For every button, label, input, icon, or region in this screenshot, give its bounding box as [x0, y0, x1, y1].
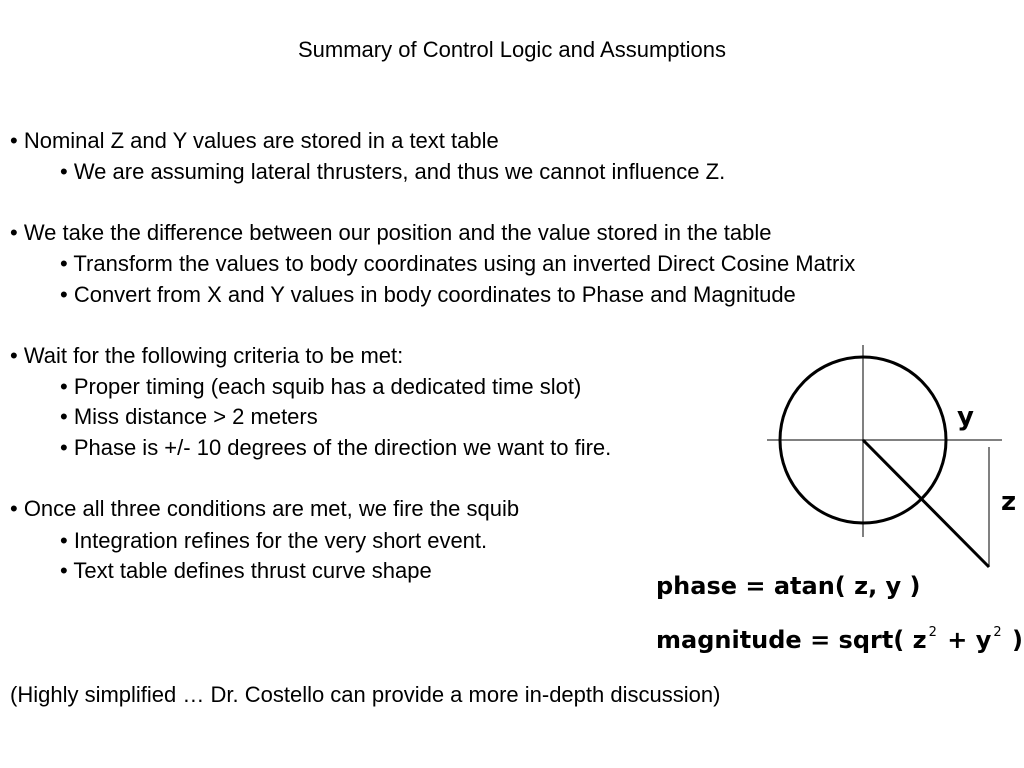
z-axis-label: z	[1001, 487, 1017, 517]
bullet-3-1: • Proper timing (each squib has a dedicated time slot)	[60, 374, 582, 399]
bullet-3: • Wait for the following criteria to be met:	[10, 343, 404, 368]
bullet-2-1: • Transform the values to body coordinates using an inverted Direct Cosine Matrix	[60, 251, 856, 276]
bullet-4-1: • Integration refines for the very short event.	[60, 528, 488, 553]
magnitude-prefix: magnitude = sqrt( z	[656, 626, 927, 654]
slide-title: Summary of Control Logic and Assumptions	[298, 37, 726, 62]
magnitude-middle: + y	[938, 626, 992, 654]
bullet-1-1: • We are assuming lateral thrusters, and thus we cannot influence Z.	[60, 159, 726, 184]
magnitude-suffix: )	[1003, 626, 1023, 654]
phase-magnitude-diagram	[760, 345, 1020, 575]
bullet-2: • We take the difference between our position and the value stored in the table	[10, 220, 772, 245]
magnitude-formula	[656, 618, 1023, 655]
bullet-2-2: • Convert from X and Y values in body coordinates to Phase and Magnitude	[60, 282, 796, 307]
bullet-4: • Once all three conditions are met, we fire the squib	[10, 496, 520, 521]
vector-line	[863, 440, 989, 567]
y-exponent: 2	[993, 625, 1002, 640]
bullet-1: • Nominal Z and Y values are stored in a text table	[10, 128, 499, 153]
footer-note: (Highly simplified … Dr. Costello can provide a more in-depth discussion)	[10, 682, 721, 707]
phase-formula: phase = atan( z, y )	[656, 572, 921, 600]
y-axis-label: y	[957, 402, 974, 432]
bullet-4-2: • Text table defines thrust curve shape	[60, 558, 432, 583]
bullet-3-2: • Miss distance > 2 meters	[60, 404, 318, 429]
z-exponent: 2	[928, 625, 937, 640]
bullet-3-3: • Phase is +/- 10 degrees of the direction we want to fire.	[60, 435, 612, 460]
